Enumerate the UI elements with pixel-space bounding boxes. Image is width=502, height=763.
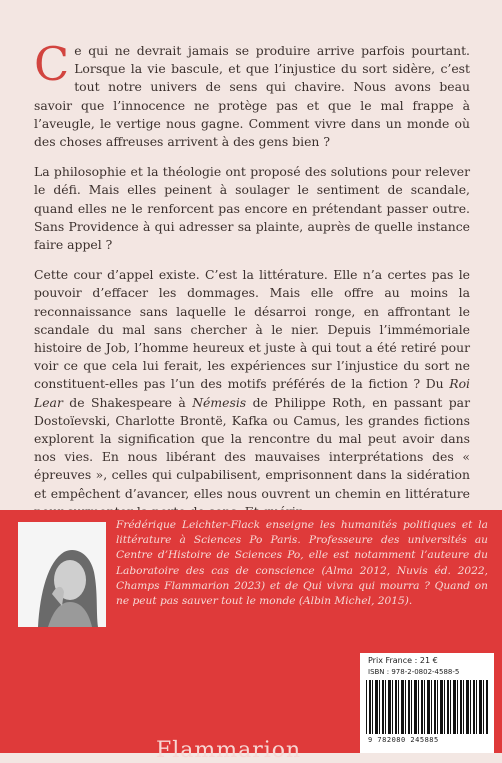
title-roi-lear: Roi Lear — [34, 376, 470, 410]
price-label: Prix France : 21 € — [368, 656, 438, 665]
paragraph-2: La philosophie et la théologie ont proposé des solutions pour relever le défi. Mais elles peinent à soulager le sentiment de scandale, quand elles ne le renforcent pas encore en prétendant passer outre. Sans Providence à qui adresser sa plainte, auprès de quelle instance faire appel ? — [34, 164, 470, 253]
paragraph-3-part-b: de Shakespeare à — [62, 394, 193, 410]
author-photo — [18, 522, 106, 627]
paragraph-3-part-a: Cette cour d’appel existe. C’est la littérature. Elle n’a certes pas le pouvoir d’effacer les dommages. Mais elle offre au moins la reconnaissance sans laquelle le désarroi ronge, en affrontant le scandale du mal sans chercher à le nier. Depuis l’immémoriale histoire de Job, l’homme heureux et juste à qui tout a été retiré pour voir ce que cela lui ferait, les expériences sur l’injustice du sort ne constituent-elles pas l’un des motifs préférés de la fiction ? Du — [34, 267, 470, 392]
drop-cap: C — [34, 37, 70, 91]
barcode-icon — [366, 680, 488, 734]
paragraph-1 — [34, 37, 470, 151]
isbn-label: ISBN : 978-2-0802-4588-5 — [368, 668, 460, 676]
title-nemesis: Némesis — [192, 394, 247, 410]
blurb-text — [34, 37, 470, 533]
paragraph-3-part-c: de Philippe Roth, en passant par Dostoïevski, Charlotte Brontë, Kafka ou Camus, les grandes fictions explorent la signification que la rencontre du mal peut avoir dans nos vies. En nous libérant des mauvaises interprétations des « épreuves », celles qui culpabilisent, emprisonnent dans la sidération et empêchent d’avancer, elles nous ouvrent un chemin en littérature — [34, 394, 470, 501]
author-bio: Frédérique Leichter-Flack enseigne les humanités politiques et la littérature à Sciences Po Paris. Professeure des universités au Centre d’Histoire de Sciences Po, elle est notamment l’auteure du Laboratoire des cas de conscience (Alma 2012, Nuvis éd. 2022, Champs Flammarion 2023) et de Qui vivra qui mourra ? Quand on ne peut pas sauver tout le monde (Albin Michel, 2015). — [116, 519, 488, 608]
author-portrait-icon — [18, 522, 106, 627]
paragraph-1-text: e qui ne devrait jamais se produire arrive parfois pourtant. Lorsque la vie bascule, et que l’injustice du sort sidère, c’est tout notre univers de sens qui chavire. Nous avons beau savoir que l’innocence ne protège pas et que le mal frappe à l’aveugle, le vertige nous gagne. Comment vivre dans un monde où des choses affreuses arrivent à des gens bien ? — [34, 43, 470, 150]
paragraph-3 — [34, 266, 470, 521]
publisher-logo: Flammarion — [156, 738, 302, 763]
barcode-number: 9 782080 245885 — [368, 736, 439, 744]
